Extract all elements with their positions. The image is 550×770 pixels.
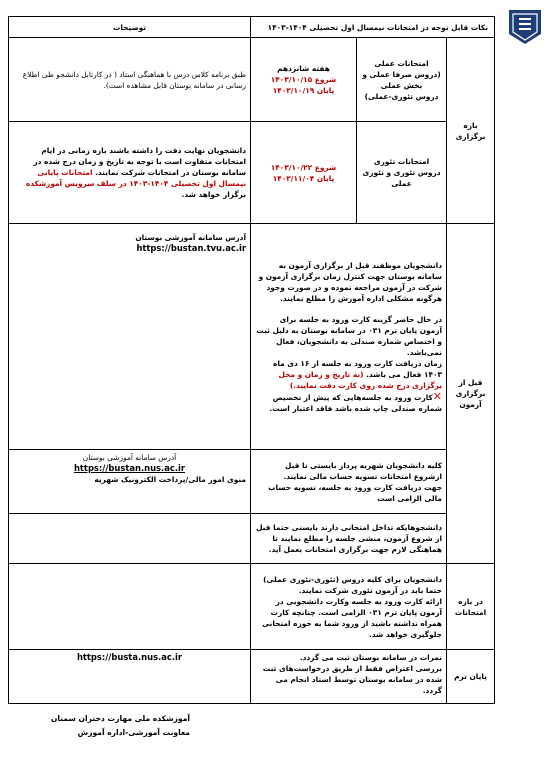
table-row — [9, 122, 495, 224]
bustan-address-note: آدرس سامانه آموزشی بوستان https://bustan.tvu.ac.ir — [9, 224, 251, 450]
table-row — [9, 564, 495, 650]
before-exam-block-3: دانشجوهایکه تداخل امتحانی دارند بایستی حتما قبل از شروع آزمون، منشی جلسه را مطلع نمایند تا هماهنگی لازم جهت برگزاری امتحانات بعمل آید. — [251, 514, 447, 564]
theory-exam-type: امتحانات تئوری دروس تئوری و تئوری عملی — [357, 122, 447, 224]
section-label-before-exam: قبل از برگزاری آزمون — [447, 224, 495, 564]
university-logo-icon — [505, 4, 545, 48]
footer-line-2: معاونت آموزشی-اداره آموزش — [77, 728, 190, 737]
section-label-exam-period: بازه برگزاری — [447, 38, 495, 224]
footer-line-1: آموزشکده ملی مهارت دختران سمنان — [50, 714, 190, 723]
table-row — [9, 450, 495, 514]
practical-exam-type: امتحانات عملی (دروس صرفا عملی و بخش عملی دروس تئوری-عملی) — [357, 38, 447, 122]
bustan-link[interactable]: https://bustan.tvu.ac.ir — [136, 243, 246, 253]
bustan-payment-link[interactable]: https://bustan.nus.ac.ir — [73, 463, 186, 473]
empty-note-cell — [9, 564, 251, 650]
footer-signature — [30, 712, 190, 740]
theory-exam-dates: شروع ۱۴۰۳/۱۰/۲۲ پایان ۱۴۰۳/۱۱/۰۴ — [251, 122, 357, 224]
before-exam-block-1: دانشجویان موظفند قبل از برگزاری آزمون به سامانه بوستان جهت کنترل زمان برگزاری آزمون و شرکت در آزمون مراجعه نموده و در صورت وجود هرگونه مشکلی اداره آموزش را مطلع نمایند. در حال حاضر گزینه کارت ورود به جلسه برای آزمون پایان ترم ۰۳۱ در سامانه بوستان به دلیل ثبت و اختصاص شماره صندلی به دانشجویان، فعال نمی‌باشد. زمان دریافت کارت ورود به جلسه از ۱۶ دی ماه ۱۴۰۳ فعال می باشد. (به تاریخ و زمان و محل برگزاری درج شده روی کارت دقت نمایید.) ✕کارت ورود به جلسه‌هایی که پیش از تخصیص شماره صندلی چاپ شده باشد فاقد اعتبار است. — [251, 224, 447, 450]
notes-column-header: توضیحات — [9, 17, 251, 38]
table-title: نکات قابل توجه در امتحانات نیمسال اول تحصیلی ۱۴۰۴-۱۴۰۳ — [251, 17, 495, 38]
exam-notes-table — [8, 16, 495, 704]
table-row — [9, 38, 495, 122]
table-row — [9, 514, 495, 564]
table-header-row — [9, 17, 495, 38]
table-row — [9, 650, 495, 704]
practical-exam-dates: هفته شانزدهم شروع ۱۴۰۳/۱۰/۱۵ پایان ۱۴۰۳/۱۰/۱۹ — [251, 38, 357, 122]
during-exam-text: دانشجویان برای کلیه دروس (تئوری-تئوری عملی) حتما باید در آزمون تئوری شرکت نمایند. ارائه کارت ورود به جلسه وکارت دانشجویی در آزمون پایان ترم ۰۳۱ الزامی است. چنانچه کارت همراه نداشته باشید از ورود شما به حوزه امتحانی جلوگیری خواهد شد. — [251, 564, 447, 650]
theory-exam-note: دانشجویان نهایت دقت را داشته باشند بازه زمانی در ایام امتحانات متفاوت است با توجه به تاریخ و زمان درج شده در سامانه بوستان در امتحانات شرکت نمایند. امتحانات پایانی نیمسال اول تحصیلی ۱۴۰۴-۱۴۰۳ در سلف سرویس آموزشکده برگزار خواهد شد. — [9, 122, 251, 224]
busta-link[interactable]: https://busta.nus.ac.ir — [76, 652, 183, 662]
x-mark-icon: ✕ — [432, 389, 443, 403]
before-exam-block-2: کلیه دانشجویان شهریه پرداز بایستی تا قبل ازشروع امتحانات تسویه حساب مالی نمایند. جهت دریافت کارت ورود به جلسه، تسویه حساب مالی الزامی است — [251, 450, 447, 514]
end-term-note — [9, 650, 251, 704]
empty-note-cell — [9, 514, 251, 564]
practical-exam-note: طبق برنامه کلاس درس با هماهنگی استاد ( در کارتابل دانشجو طی اطلاع رسانی در سامانه بوستان قابل مشاهده است). — [9, 38, 251, 122]
section-label-during-exam: در بازه امتحانات — [447, 564, 495, 650]
end-term-text: نمرات در سامانه بوستان ثبت می گردد. بررسی اعتراض فقط از طریق درخواست‌های ثبت شده در سامانه بوستان توسط استاد انجام می گردد. — [251, 650, 447, 704]
table-row — [9, 224, 495, 450]
section-label-end-term: پایان ترم — [447, 650, 495, 704]
payment-address-note: آدرس سامانه آموزشی بوستان https://bustan.nus.ac.ir منوی امور مالی/پرداخت الکترونیک شهریه — [9, 450, 251, 514]
